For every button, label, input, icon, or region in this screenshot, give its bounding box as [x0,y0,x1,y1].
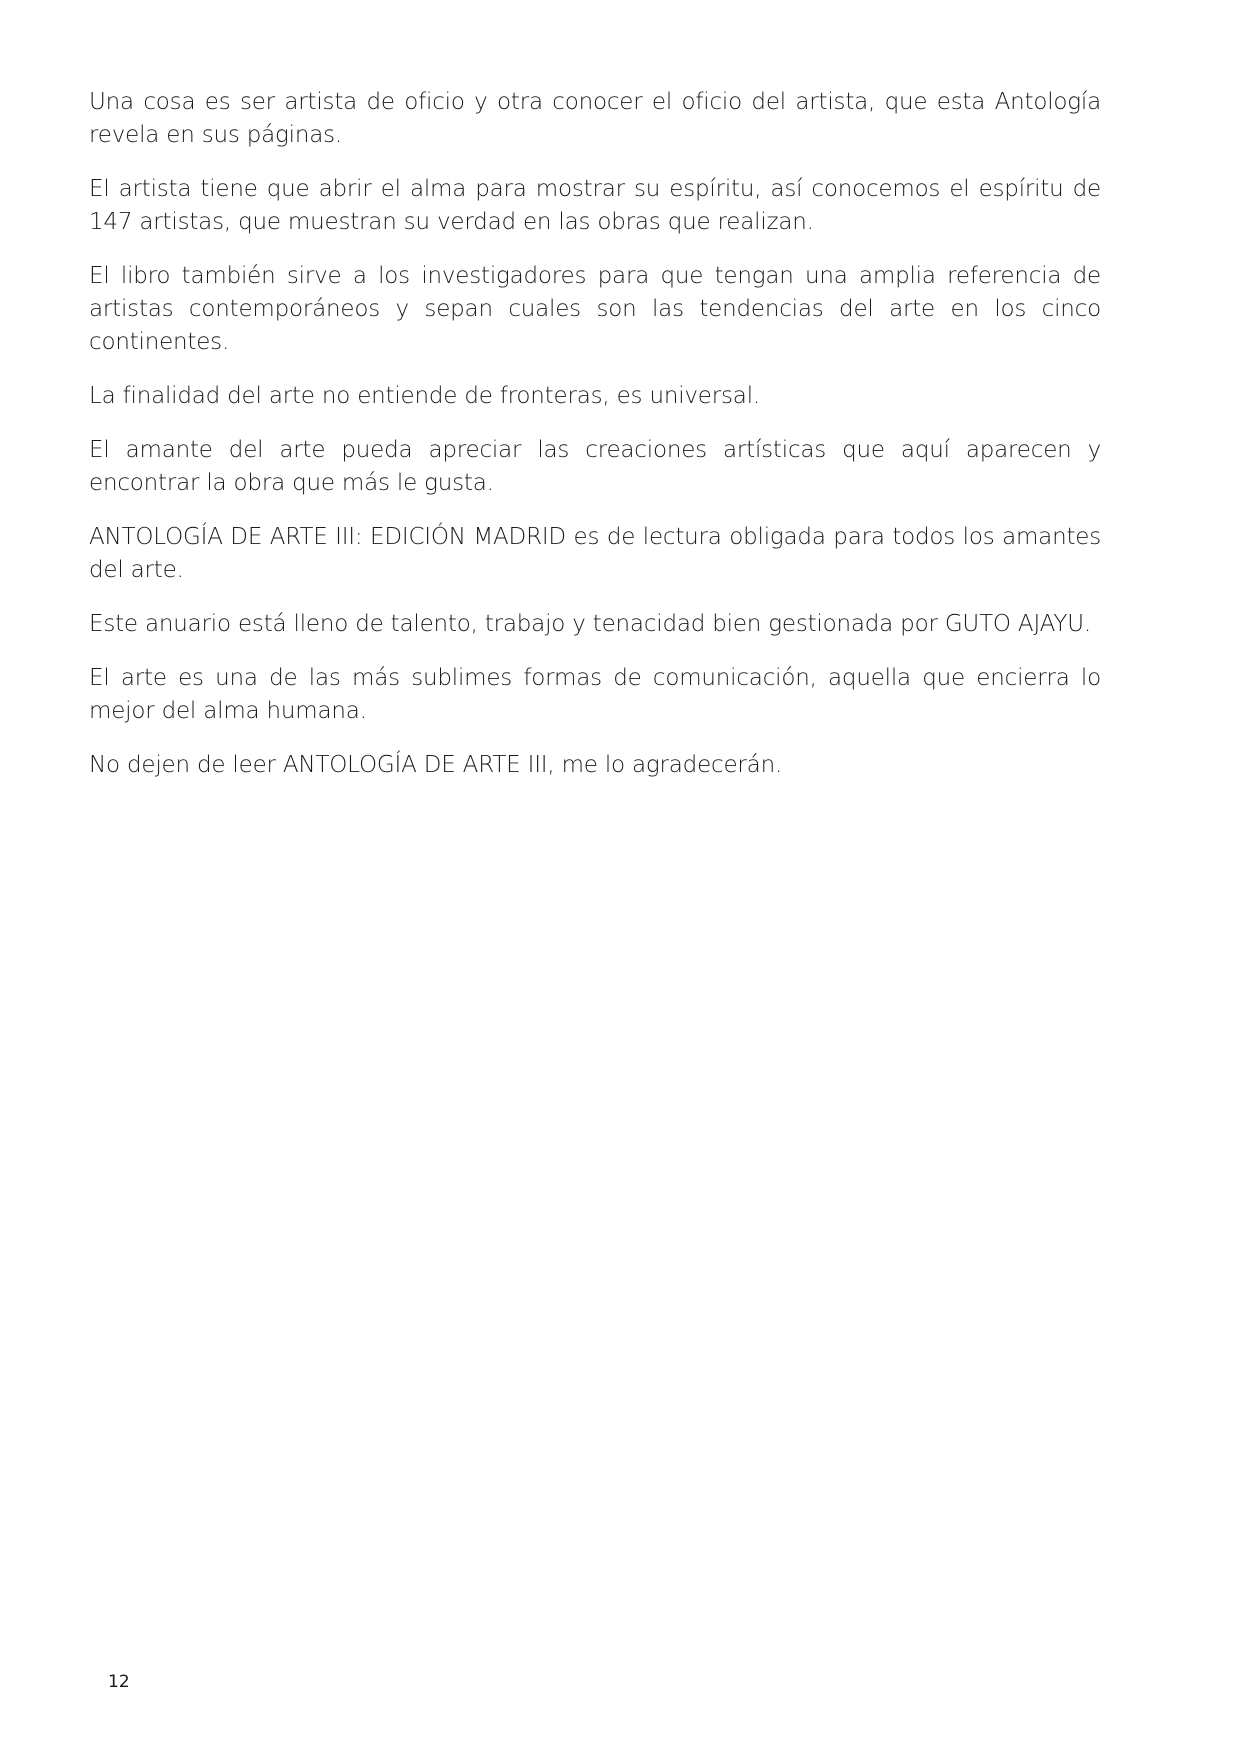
paragraph-3: El libro también sirve a los investigadores para que tengan una amplia referencia de artistas contemporáneos y sepan cuales son las tendencias del arte en los cinco continentes. [89,263,1101,355]
paragraph-5: El amante del arte pueda apreciar las creaciones artísticas que aquí aparecen y encontrar la obra que más le gusta. [89,437,1101,496]
paragraph-6: ANTOLOGÍA DE ARTE III: EDICIÓN MADRID es de lectura obligada para todos los amantes del arte. [89,524,1101,583]
paragraph-2: El artista tiene que abrir el alma para mostrar su espíritu, así conocemos el espíritu de 147 artistas, que muestran su verdad en las obras que realizan. [89,176,1101,235]
paragraph-9: No dejen de leer ANTOLOGÍA DE ARTE III, me lo agradecerán. [89,752,783,778]
paragraph-4: La finalidad del arte no entiende de fronteras, es universal. [89,383,760,409]
body-text [89,86,1101,803]
page-number: 12 [108,1672,130,1692]
paragraph-8: El arte es una de las más sublimes formas de comunicación, aquella que encierra lo mejor del alma humana. [89,665,1101,724]
paragraph-1: Una cosa es ser artista de oficio y otra conocer el oficio del artista, que esta Antología revela en sus páginas. [89,89,1101,148]
paragraph-7: Este anuario está lleno de talento, trabajo y tenacidad bien gestionada por GUTO AJAYU. [89,611,1091,637]
